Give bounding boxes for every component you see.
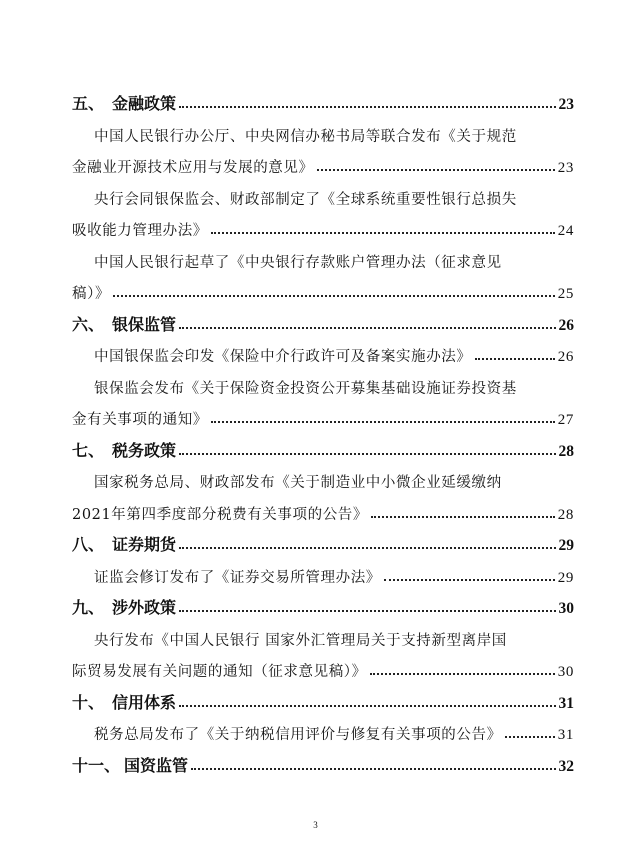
dot-leader — [179, 327, 555, 329]
section-number: 十一、 — [72, 755, 121, 775]
toc-item-line — [94, 248, 502, 272]
toc-item-page-number: 26 — [557, 349, 574, 365]
toc-item-line — [94, 342, 574, 366]
section-page-number: 28 — [558, 442, 574, 460]
section-page-number: 23 — [558, 96, 574, 113]
toc-item-text: 金融业开源技术应用与发展的意见》 — [72, 160, 314, 176]
dot-leader — [179, 705, 555, 707]
toc-item-line — [94, 563, 574, 587]
toc-item-page-number: 24 — [557, 223, 574, 239]
toc-section-line — [72, 752, 574, 776]
dot-leader — [179, 610, 555, 612]
toc-item-line — [72, 279, 574, 303]
section-title: 金融政策 — [112, 94, 177, 113]
toc-item-line — [94, 468, 502, 492]
section-page-number: 32 — [558, 757, 574, 775]
section-number: 六、 — [72, 314, 105, 334]
toc-item-text: 国家税务总局、财政部发布《关于制造业中小微企业延缓缴纳 — [94, 475, 502, 491]
toc-item-line — [72, 153, 574, 177]
toc-item-text: 证监会修订发布了《证券交易所管理办法》 — [94, 569, 381, 586]
toc-section-line — [72, 437, 574, 461]
dot-leader — [179, 547, 555, 549]
toc-item-text: 银保监会发布《关于保险资金投资公开募集基础设施证券投资基 — [94, 380, 517, 397]
dot-leader — [191, 768, 555, 770]
toc-section-line — [72, 531, 574, 555]
section-number: 九、 — [72, 598, 105, 617]
toc-section-line — [72, 594, 574, 618]
toc-item-page-number: 25 — [557, 286, 574, 302]
section-number: 七、 — [72, 440, 105, 460]
dot-leader — [211, 232, 555, 234]
section-title: 证券期货 — [112, 535, 177, 554]
toc-item-text: 中国人民银行起草了《中央银行存款账户管理办法（征求意见 — [94, 254, 502, 271]
toc-item-page-number: 29 — [557, 569, 574, 586]
section-number: 八、 — [72, 535, 105, 554]
toc-section-line — [72, 689, 574, 713]
section-page-number: 31 — [558, 694, 574, 712]
dot-leader — [371, 516, 555, 518]
dot-leader — [317, 169, 555, 171]
section-title: 信用体系 — [112, 692, 177, 712]
toc-item-page-number: 23 — [557, 160, 574, 176]
dot-leader — [505, 736, 555, 738]
toc-item-line — [94, 122, 517, 146]
toc-item-text: 际贸易发展有关问题的通知（征求意见稿）》 — [72, 664, 367, 680]
toc-item-line — [94, 626, 507, 650]
section-title: 涉外政策 — [112, 598, 177, 617]
toc-item-page-number: 31 — [557, 727, 574, 743]
toc-item-text: 税务总局发布了《关于纳税信用评价与修复有关事项的公告》 — [94, 727, 502, 743]
toc-item-text: 吸收能力管理办法》 — [72, 223, 208, 239]
page-number: 3 — [313, 820, 318, 830]
toc-item-line — [72, 500, 574, 524]
dot-leader — [475, 358, 555, 360]
section-page-number: 26 — [558, 316, 574, 334]
toc-item-text: 中国人民银行办公厅、中央网信办秘书局等联合发布《关于规范 — [94, 128, 517, 145]
dot-leader — [384, 579, 555, 581]
toc-item-text: 2021年第四季度部分税费有关事项的公告》 — [72, 506, 368, 523]
section-number: 十、 — [72, 692, 105, 712]
toc-item-line — [94, 374, 517, 398]
toc-item-text: 中国银保监会印发《保险中介行政许可及备案实施办法》 — [94, 349, 472, 365]
toc-item-page-number: 27 — [557, 412, 574, 428]
section-title: 国资监管 — [124, 755, 189, 775]
dot-leader — [113, 295, 555, 297]
toc-item-text: 央行会同银保监会、财政部制定了《全球系统重要性银行总损失 — [94, 191, 517, 208]
section-page-number: 29 — [558, 537, 574, 554]
section-title: 银保监管 — [112, 314, 177, 334]
dot-leader — [370, 673, 555, 675]
toc-item-line — [72, 216, 574, 240]
toc-item-line — [72, 657, 574, 681]
dot-leader — [179, 106, 555, 108]
toc-item-page-number: 30 — [557, 664, 574, 680]
toc-section-line — [72, 90, 574, 114]
section-title: 税务政策 — [112, 440, 177, 460]
toc-item-text: 金有关事项的通知》 — [72, 412, 208, 428]
toc-item-text: 央行发布《中国人民银行 国家外汇管理局关于支持新型离岸国 — [94, 632, 507, 649]
toc-item-page-number: 28 — [557, 506, 574, 523]
section-page-number: 30 — [558, 600, 574, 617]
dot-leader — [179, 453, 555, 455]
section-number: 五、 — [72, 94, 105, 113]
toc-item-line — [72, 405, 574, 429]
toc-section-line — [72, 311, 574, 335]
toc-item-line — [94, 185, 517, 209]
dot-leader — [211, 421, 555, 423]
toc-item-text: 稿）》 — [72, 286, 111, 302]
toc-item-line — [94, 720, 574, 744]
